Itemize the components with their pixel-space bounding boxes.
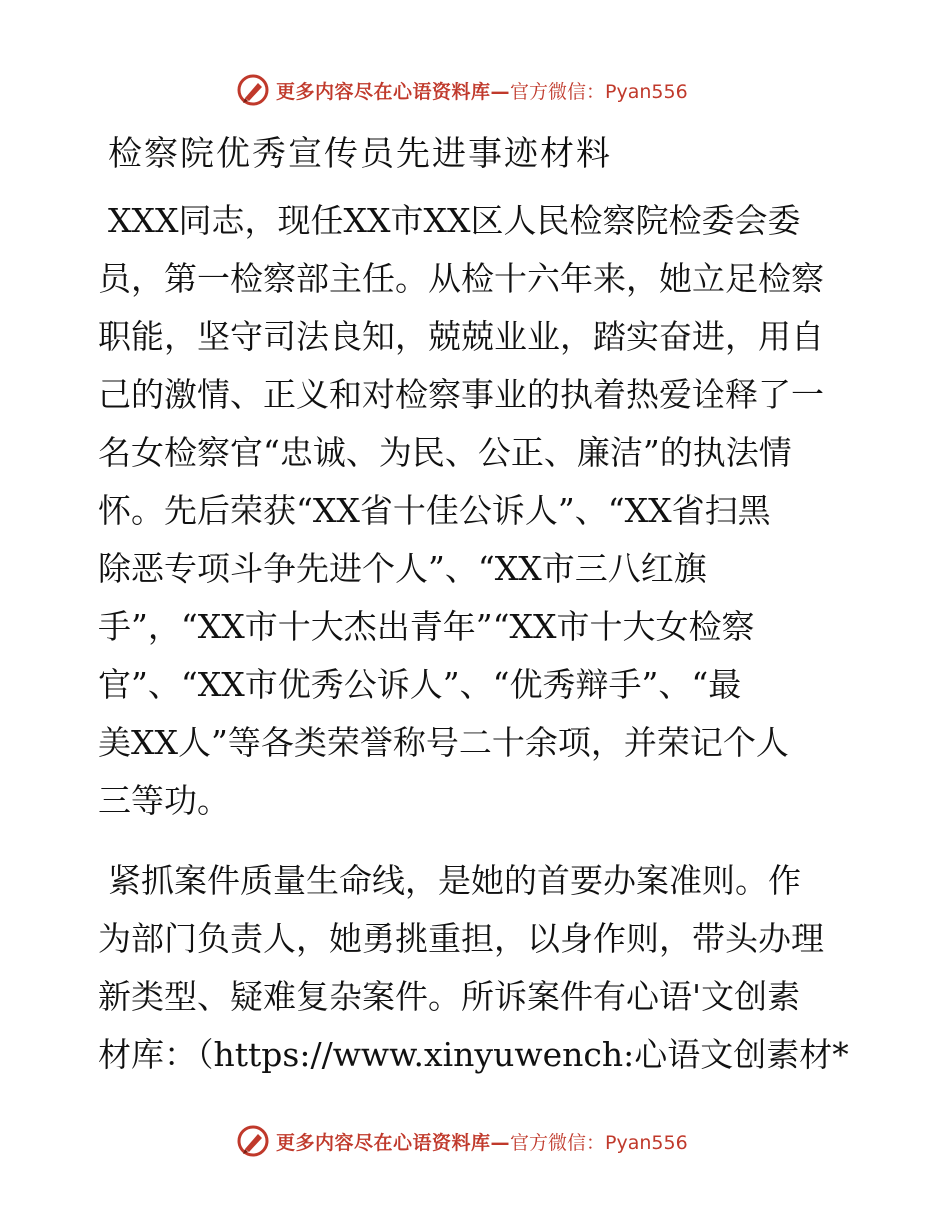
- header-banner: [236, 72, 688, 108]
- text-line: 材库：（https://www.xinyuwench:心语文创素材*: [98, 1035, 849, 1074]
- pen-logo-icon: [236, 73, 270, 107]
- text-line: 为部门负责人，她勇挑重担，以身作则，带头办理: [98, 919, 824, 958]
- text-line: 名女检察官“忠诚、为民、公正、廉洁”的执法情: [98, 433, 792, 472]
- banner-slogan: 更多内容尽在心语资料库—: [276, 1131, 511, 1154]
- paragraph-2: [98, 852, 858, 1084]
- text-line: 手”，“XX市十大杰出青年”“XX市十大女检察: [98, 607, 755, 646]
- text-line: 怀。先后荣获“XX省十佳公诉人”、“XX省扫黑: [98, 491, 771, 530]
- paragraph-1: [98, 192, 858, 830]
- text-line: 美XX人”等各类荣誉称号二十余项，并荣记个人: [98, 723, 789, 762]
- text-line: 紧抓案件质量生命线，是她的首要办案准则。作: [108, 861, 801, 900]
- document-title: 检察院优秀宣传员先进事迹材料: [108, 134, 612, 174]
- text-line: 官”、“XX市优秀公诉人”、“优秀辩手”、“最: [98, 665, 742, 704]
- text-line: 除恶专项斗争先进个人”、“XX市三八红旗: [98, 549, 707, 588]
- text-line: 新类型、疑难复杂案件。所诉案件有心语'文创素: [98, 977, 801, 1016]
- banner-wechat-id: 官方微信：Pyan556: [510, 1131, 688, 1154]
- pen-logo-icon: [236, 1124, 270, 1158]
- text-line: XXX同志，现任XX市XX区人民检察院检委会委: [108, 201, 801, 240]
- text-line: 员，第一检察部主任。从检十六年来，她立足检察: [98, 259, 824, 298]
- banner-slogan: 更多内容尽在心语资料库—: [276, 80, 511, 103]
- banner-wechat-id: 官方微信：Pyan556: [510, 80, 688, 103]
- text-line: 三等功。: [98, 781, 230, 820]
- footer-banner: [236, 1123, 688, 1159]
- text-line: 职能，坚守司法良知，兢兢业业，踏实奋进，用自: [98, 317, 824, 356]
- text-line: 己的激情、正义和对检察事业的执着热爱诠释了一: [98, 375, 824, 414]
